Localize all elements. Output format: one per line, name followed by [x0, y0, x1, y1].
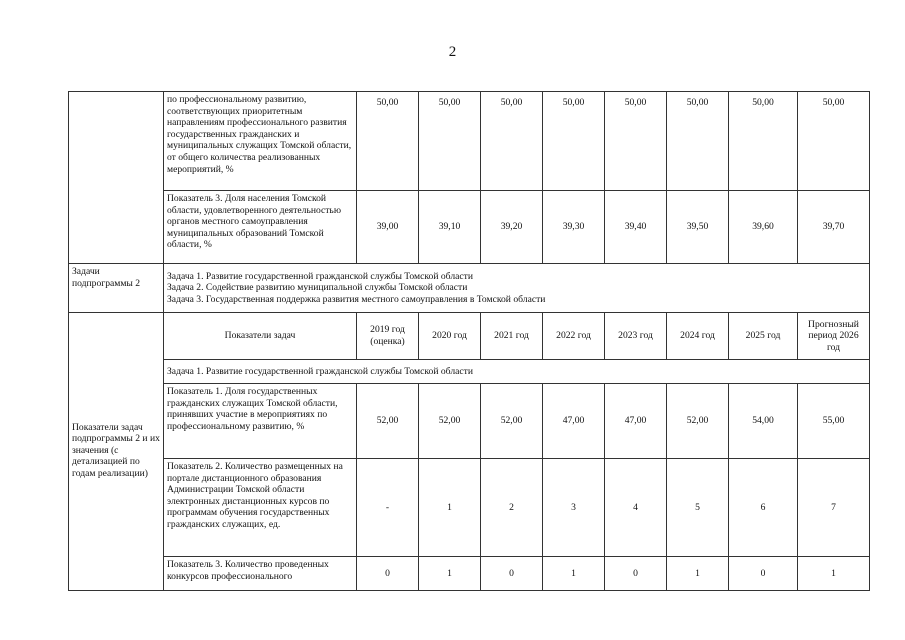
value-cell: 50,00 — [419, 92, 481, 191]
indicators-block-label: Показатели задач подпрограммы 2 и их значения (с детализацией по годам реализации) — [69, 313, 164, 591]
table-row — [69, 92, 870, 191]
header-title: Показатели задач — [164, 313, 357, 360]
value-cell: 54,00 — [729, 384, 798, 459]
value-cell: 39,50 — [667, 191, 729, 264]
header-year: 2019 год (оценка) — [357, 313, 419, 360]
value-cell: 2 — [481, 459, 543, 557]
header-year: 2023 год — [605, 313, 667, 360]
value-cell: 52,00 — [667, 384, 729, 459]
value-cell: 47,00 — [543, 384, 605, 459]
tasks-list — [164, 264, 870, 313]
value-cell: 5 — [667, 459, 729, 557]
task-line: Задача 2. Содействие развитию муниципальной службы Томской области — [167, 282, 468, 294]
table-row-tasks — [69, 264, 870, 313]
value-cell: 1 — [419, 459, 481, 557]
value-cell: 1 — [667, 557, 729, 591]
task1-title: Задача 1. Развитие государственной гражданской службы Томской области — [164, 360, 870, 384]
table-row — [69, 459, 870, 557]
indicator-cell: Показатель 3. Количество проведенных конкурсов профессионального — [164, 557, 357, 591]
header-year: 2020 год — [419, 313, 481, 360]
table-row — [69, 191, 870, 264]
value-cell: - — [357, 459, 419, 557]
table-row — [69, 384, 870, 459]
header-year: 2021 год — [481, 313, 543, 360]
page-number: 2 — [448, 44, 457, 60]
value-cell: 1 — [419, 557, 481, 591]
value-cell: 50,00 — [798, 92, 870, 191]
value-cell: 0 — [357, 557, 419, 591]
value-cell: 50,00 — [667, 92, 729, 191]
value-cell: 50,00 — [605, 92, 667, 191]
value-cell: 50,00 — [481, 92, 543, 191]
value-cell: 52,00 — [481, 384, 543, 459]
value-cell: 0 — [481, 557, 543, 591]
task-line: Задача 3. Государственная поддержка развития местного самоуправления в Томской области — [167, 293, 546, 305]
subprogram-table — [68, 91, 870, 591]
value-cell: 39,10 — [419, 191, 481, 264]
value-cell: 50,00 — [543, 92, 605, 191]
value-cell: 47,00 — [605, 384, 667, 459]
value-cell: 39,20 — [481, 191, 543, 264]
table-row-task-title — [69, 360, 870, 384]
task-line: Задача 1. Развитие государственной гражданской службы Томской области — [167, 270, 473, 282]
value-cell: 0 — [605, 557, 667, 591]
header-year: 2022 год — [543, 313, 605, 360]
value-cell: 39,30 — [543, 191, 605, 264]
value-cell: 6 — [729, 459, 798, 557]
indicator-cell: Показатель 1. Доля государственных гражданских служащих Томской области, принявших участие в мероприятиях по профессиональному развитию, % — [164, 384, 357, 459]
table-header-row — [69, 313, 870, 360]
value-cell: 50,00 — [357, 92, 419, 191]
value-cell: 39,70 — [798, 191, 870, 264]
value-cell: 1 — [798, 557, 870, 591]
value-cell: 3 — [543, 459, 605, 557]
tasks-label: Задачи подпрограммы 2 — [69, 264, 164, 313]
value-cell: 39,60 — [729, 191, 798, 264]
indicator-cell: Показатель 2. Количество размещенных на портале дистанционного образования Администрации Томской области электронных дистанционных курсов по программам обучения государственных гражданских служащих, ед. — [164, 459, 357, 557]
value-cell: 39,40 — [605, 191, 667, 264]
table-row — [69, 557, 870, 591]
value-cell: 39,00 — [357, 191, 419, 264]
header-year: Прогнозный период 2026 год — [798, 313, 870, 360]
value-cell: 1 — [543, 557, 605, 591]
value-cell: 52,00 — [419, 384, 481, 459]
indicator-cell: по профессиональному развитию, соответствующих приоритетным направлениям профессионального развития государственных гражданских и муниципальных служащих Томской области, от общего количества реализованных мероприятий, % — [164, 92, 357, 191]
value-cell: 4 — [605, 459, 667, 557]
indicator-cell: Показатель 3. Доля населения Томской области, удовлетворенного деятельностью органов местного самоуправления муниципальных образований Томской области, % — [164, 191, 357, 264]
value-cell: 7 — [798, 459, 870, 557]
header-year: 2025 год — [729, 313, 798, 360]
value-cell: 55,00 — [798, 384, 870, 459]
value-cell: 0 — [729, 557, 798, 591]
value-cell: 52,00 — [357, 384, 419, 459]
empty-left-cell — [69, 92, 164, 264]
header-year: 2024 год — [667, 313, 729, 360]
value-cell: 50,00 — [729, 92, 798, 191]
